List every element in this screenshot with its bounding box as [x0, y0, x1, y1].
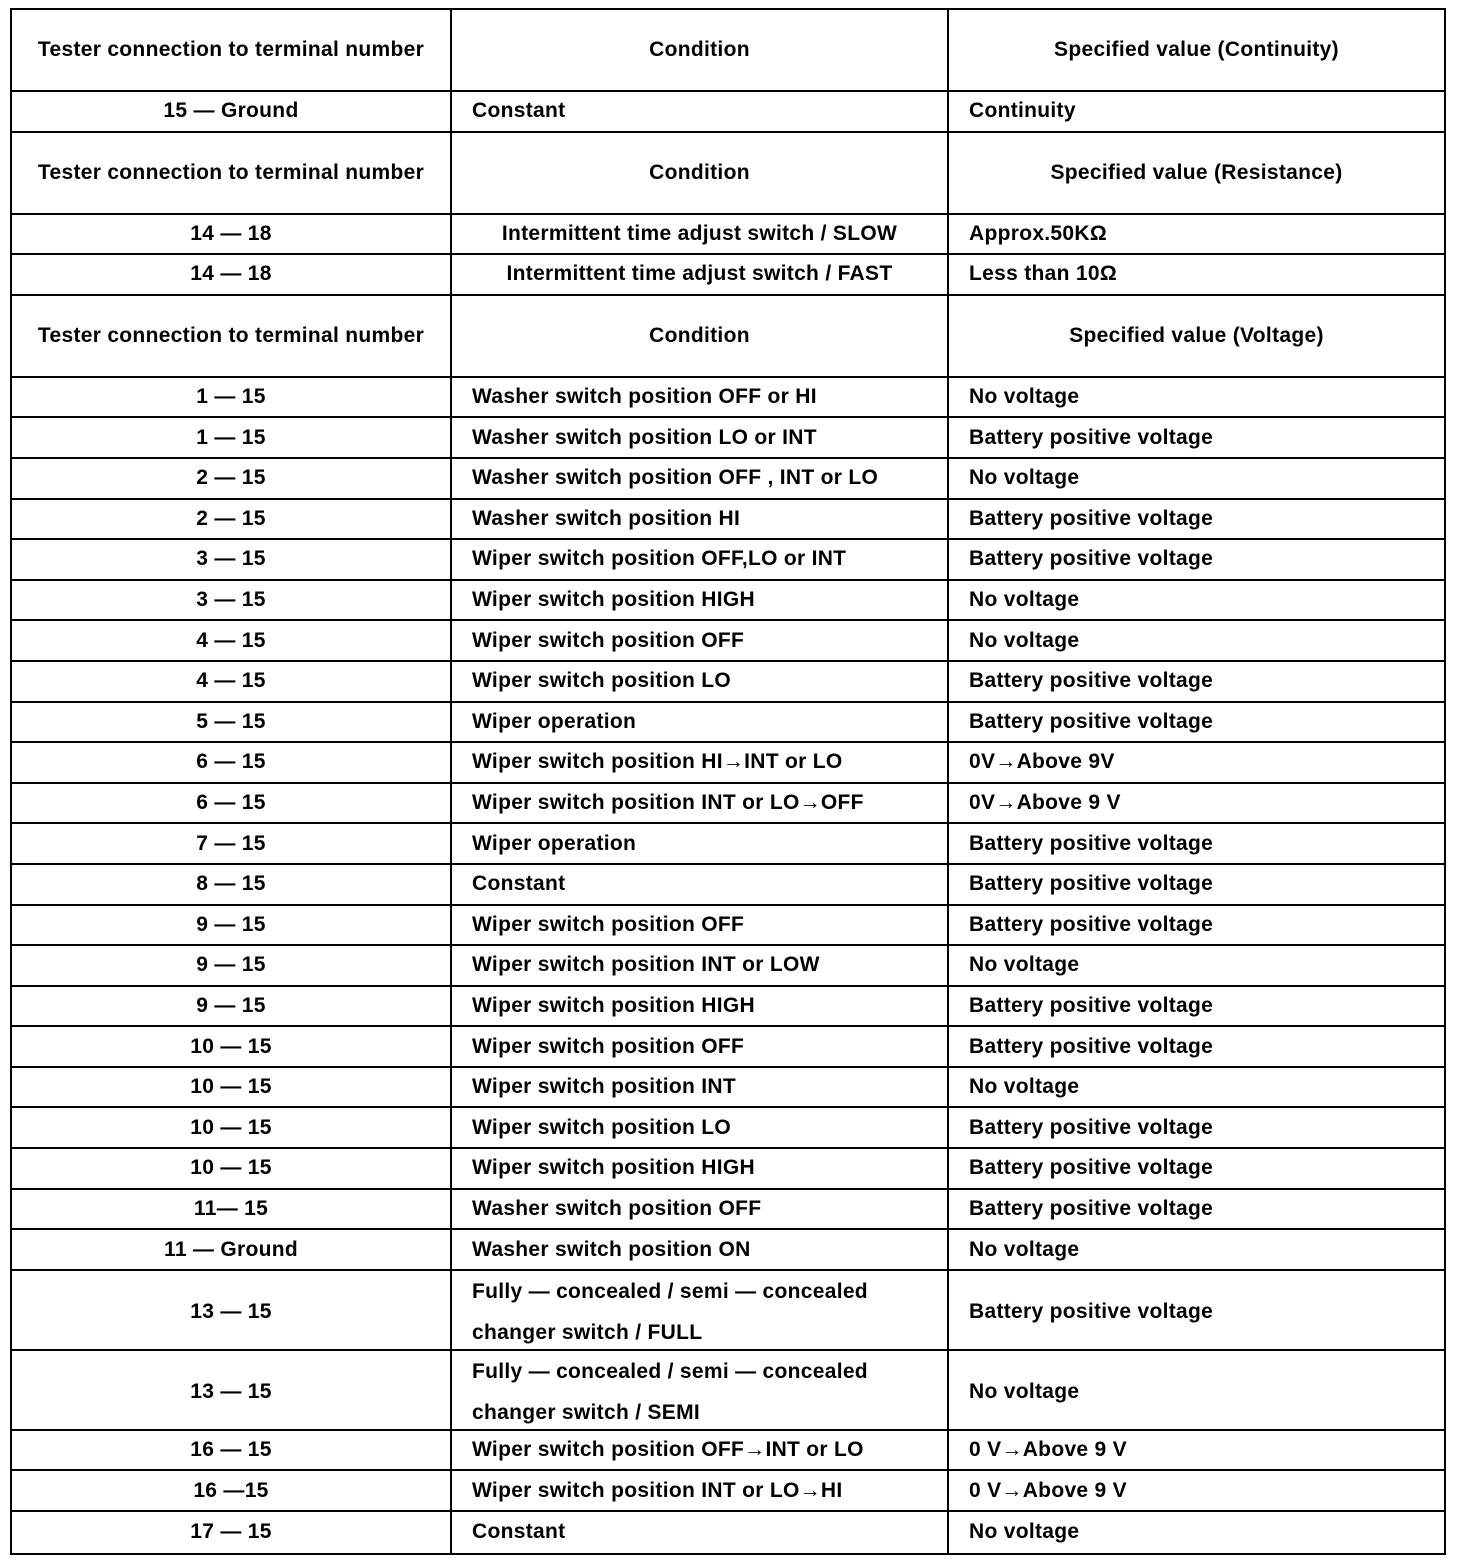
table-row [12, 1108, 1444, 1149]
condition-cell: Washer switch position OFF [450, 1190, 947, 1229]
table-row [12, 500, 1444, 541]
terminal-cell: 8 — 15 [196, 872, 266, 896]
condition-cell: Washer switch position HI [450, 500, 947, 539]
header-specified-value: Specified value (Voltage) [947, 296, 1444, 376]
table-row [12, 1271, 1444, 1351]
terminal-cell: 2 — 15 [196, 466, 266, 490]
terminal-cell: 6 — 15 [196, 750, 266, 774]
condition-cell: Constant [450, 865, 947, 904]
condition-cell: Wiper operation [450, 824, 947, 863]
value-cell: No voltage [947, 1351, 1444, 1433]
condition-cell: Wiper switch position OFF→INT or LO [450, 1431, 947, 1470]
terminal-cell: 14 — 18 [190, 262, 272, 286]
value-cell: 0 V→Above 9 V [947, 1471, 1444, 1510]
header-specified-value: Specified value (Continuity) [947, 10, 1444, 90]
table-row [12, 1351, 1444, 1431]
condition-cell: Wiper switch position INT or LO→HI [450, 1471, 947, 1510]
header-condition: Condition [450, 296, 947, 376]
condition-cell: Wiper switch position LO [450, 662, 947, 701]
table-row [12, 987, 1444, 1028]
terminal-cell: 16 —15 [193, 1478, 269, 1502]
table-row [12, 1068, 1444, 1109]
terminal-cell: 11— 15 [193, 1196, 269, 1220]
table-header-continuity [12, 10, 1444, 92]
table-row [12, 662, 1444, 703]
condition-cell: Washer switch position OFF or HI [450, 378, 947, 417]
condition-cell: Wiper switch position OFF [450, 1027, 947, 1066]
table-row [12, 459, 1444, 500]
condition-cell: Fully — concealed / semi — concealed changer switch / FULL [450, 1271, 947, 1353]
terminal-cell: 1 — 15 [196, 385, 266, 409]
terminal-cell: 6 — 15 [196, 791, 266, 815]
terminal-cell: 15 — Ground [163, 99, 299, 123]
value-cell: Battery positive voltage [947, 1271, 1444, 1353]
value-cell: No voltage [947, 581, 1444, 620]
terminal-cell: 7 — 15 [196, 831, 266, 855]
table-row [12, 703, 1444, 744]
table-row [12, 906, 1444, 947]
value-cell: Battery positive voltage [947, 418, 1444, 457]
condition-cell: Wiper switch position INT or LO→OFF [450, 784, 947, 823]
table-row [12, 1190, 1444, 1231]
terminal-cell: 9 — 15 [196, 993, 266, 1017]
terminal-cell: 4 — 15 [196, 628, 266, 652]
value-cell: Battery positive voltage [947, 1149, 1444, 1188]
value-cell: Battery positive voltage [947, 1108, 1444, 1147]
value-cell: No voltage [947, 378, 1444, 417]
condition-cell: Wiper switch position HIGH [450, 987, 947, 1026]
value-cell: No voltage [947, 1068, 1444, 1107]
value-cell: Battery positive voltage [947, 1190, 1444, 1229]
terminal-cell: 17 — 15 [190, 1520, 272, 1544]
value-cell: Battery positive voltage [947, 987, 1444, 1026]
table-row [12, 418, 1444, 459]
terminal-cell: 10 — 15 [190, 1156, 272, 1180]
value-cell: Battery positive voltage [947, 865, 1444, 904]
value-cell: Battery positive voltage [947, 662, 1444, 701]
value-cell: 0V→Above 9V [947, 743, 1444, 782]
table-header-voltage [12, 296, 1444, 378]
table-row [12, 1471, 1444, 1512]
header-terminal: Tester connection to terminal number [37, 323, 425, 347]
condition-cell: Wiper switch position HIGH [450, 1149, 947, 1188]
terminal-cell: 13 — 15 [190, 1299, 272, 1323]
condition-cell: Wiper switch position OFF [450, 906, 947, 945]
table-row [12, 946, 1444, 987]
terminal-cell: 11 — Ground [164, 1237, 298, 1261]
condition-cell: Wiper switch position INT [450, 1068, 947, 1107]
table-row [12, 865, 1444, 906]
condition-cell: Constant [450, 1512, 947, 1553]
table-row [12, 255, 1444, 296]
terminal-cell: 10 — 15 [190, 1034, 272, 1058]
terminal-cell: 13 — 15 [190, 1379, 272, 1403]
table-row [12, 824, 1444, 865]
table-row [12, 215, 1444, 256]
table-row [12, 1512, 1444, 1553]
value-cell: No voltage [947, 1230, 1444, 1269]
condition-cell: Wiper switch position HI→INT or LO [450, 743, 947, 782]
condition-cell: Wiper switch position OFF,LO or INT [450, 540, 947, 579]
condition-cell: Wiper switch position OFF [450, 621, 947, 660]
header-specified-value: Specified value (Resistance) [947, 133, 1444, 213]
table-row [12, 92, 1444, 133]
table-row [12, 581, 1444, 622]
table-row [12, 1027, 1444, 1068]
value-cell: Approx.50KΩ [947, 215, 1444, 254]
value-cell: 0 V→Above 9 V [947, 1431, 1444, 1470]
table-row [12, 1149, 1444, 1190]
value-cell: No voltage [947, 1512, 1444, 1553]
value-cell: Battery positive voltage [947, 703, 1444, 742]
condition-cell: Washer switch position ON [450, 1230, 947, 1269]
condition-cell: Fully — concealed / semi — concealed changer switch / SEMI [450, 1351, 947, 1433]
terminal-cell: 5 — 15 [196, 709, 266, 733]
table-row [12, 1431, 1444, 1472]
value-cell: Continuity [947, 92, 1444, 131]
terminal-cell: 16 — 15 [190, 1438, 272, 1462]
table-row [12, 743, 1444, 784]
condition-cell: Intermittent time adjust switch / SLOW [450, 215, 947, 254]
value-cell: No voltage [947, 459, 1444, 498]
terminal-cell: 9 — 15 [196, 912, 266, 936]
terminal-cell: 3 — 15 [196, 588, 266, 612]
terminal-cell: 3 — 15 [196, 547, 266, 571]
value-cell: Battery positive voltage [947, 500, 1444, 539]
value-cell: Less than 10Ω [947, 255, 1444, 294]
value-cell: Battery positive voltage [947, 824, 1444, 863]
condition-cell: Wiper switch position INT or LOW [450, 946, 947, 985]
terminal-cell: 1 — 15 [196, 425, 266, 449]
header-terminal: Tester connection to terminal number [37, 160, 425, 184]
value-cell: 0V→Above 9 V [947, 784, 1444, 823]
terminal-cell: 10 — 15 [190, 1075, 272, 1099]
terminal-cell: 4 — 15 [196, 669, 266, 693]
header-terminal: Tester connection to terminal number [37, 38, 425, 61]
terminal-cell: 9 — 15 [196, 953, 266, 977]
value-cell: Battery positive voltage [947, 1027, 1444, 1066]
condition-cell: Intermittent time adjust switch / FAST [450, 255, 947, 294]
value-cell: Battery positive voltage [947, 906, 1444, 945]
terminal-cell: 10 — 15 [190, 1115, 272, 1139]
condition-cell: Washer switch position OFF , INT or LO [450, 459, 947, 498]
condition-cell: Wiper switch position HIGH [450, 581, 947, 620]
terminal-test-table [10, 8, 1446, 1555]
table-header-resistance [12, 133, 1444, 215]
value-cell: Battery positive voltage [947, 540, 1444, 579]
value-cell: No voltage [947, 621, 1444, 660]
table-row [12, 621, 1444, 662]
condition-cell: Wiper switch position LO [450, 1108, 947, 1147]
condition-cell: Wiper operation [450, 703, 947, 742]
terminal-cell: 14 — 18 [190, 221, 272, 245]
table-row [12, 378, 1444, 419]
value-cell: No voltage [947, 946, 1444, 985]
table-row [12, 1230, 1444, 1271]
condition-cell: Constant [450, 92, 947, 131]
condition-cell: Washer switch position LO or INT [450, 418, 947, 457]
table-row [12, 540, 1444, 581]
terminal-cell: 2 — 15 [196, 506, 266, 530]
header-condition: Condition [450, 10, 947, 90]
header-condition: Condition [450, 133, 947, 213]
table-row [12, 784, 1444, 825]
